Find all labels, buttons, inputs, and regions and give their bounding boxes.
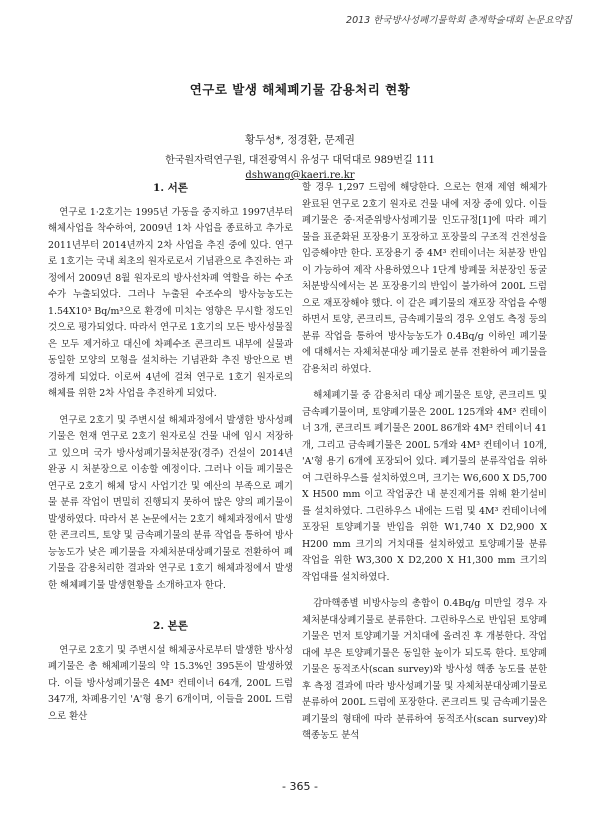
affiliation: 한국원자력연구원, 대전광역시 유성구 대덕대로 989번길 111 bbox=[165, 155, 435, 166]
email-link[interactable]: dshwang@kaeri.re.kr bbox=[245, 170, 355, 181]
title-block bbox=[0, 80, 600, 181]
body-paragraph-2: 할 경우 1,297 드럼에 해당한다. 으로는 현재 제염 해체가 완료된 연구로 2호기 원자로 건물 내에 저장 중에 있다. 이들 폐기물은 중·저준위방사성폐기물 인도규정[1]에 따라 폐기물을 표준화된 포장용기 포장하고 포장물의 구조적 건전성을 입증해야만 한다. 포장용기 중 4M³ 컨테이너는 처분장 반입이 가능하여 제작 사용하였으나 1단계 방폐물 처분장인 동굴처분방식에서는 본 포장용기의 반입이 불가하여 200L 드럼으로 재포장해야 했다. 이 같은 폐기물의 재포장 작업을 수행하면서 토양, 콘크리트, 금속폐기물의 경우 오염도 측정 등의 분류 작업을 통하여 방사능농도가 0.4Bq/g 이하인 폐기물에 대해서는 자체처분대상 폐기물로 분류 전환하여 폐기물을 감용처리 하였다. bbox=[302, 182, 547, 375]
section-heading-body: 2. 본론 bbox=[153, 620, 188, 632]
conference-header-note: 2013 한국방사성폐기물학회 춘계학술대회 논문요약집 bbox=[346, 15, 572, 26]
body-paragraph-3: 해체폐기물 중 감용처리 대상 폐기물은 토양, 콘크리트 및 금속폐기물이며, 토양폐기물은 200L 125개와 4M³ 컨테이너 3개, 콘크리트 폐기물은 200L 86개와 4M³ 컨테이너 41개, 그리고 금속폐기물은 200L 5개와 4M³ 컨테이너 10개, 'A'형 용기 6개에 포장되어 있다. 폐기물의 분류작업을 위하여 그린하우스를 설치하였으며, 크기는 W6,600 X D5,700 X H500 mm 이고 작업공간 내 분진제거를 위해 환기설비를 설치하였다. 그린하우스 내에는 드럼 및 4M³ 컨테이너에 포장된 토양폐기물 반입을 위한 W1,740 X D2,900 X H200 mm 크기의 거치대를 설치하였고 토양폐기물 분류 작업을 위한 W3,300 X D2,200 X H1,300 mm 크기의 작업대를 설치하였다. bbox=[302, 390, 547, 583]
body-paragraph-4: 감마핵종별 비방사능의 총합이 0.4Bq/g 미만일 경우 자체처분대상폐기물로 분류한다. 그린하우스로 반입된 토양폐기물은 먼저 토양폐기물 거치대에 올려진 후 개봉한다. 작업대에 부은 토양폐기물은 동일한 높이가 되도록 한다. 토양폐기물은 동적조사(scan survey)와 방사성 핵종 농도를 분한 후 측정 결과에 따라 방사성폐기물 및 자체처분대상폐기물로 분류하여 200L 드럼에 포장한다. 콘크리트 및 금속폐기물은 폐기물의 형태에 따라 분류하여 동적조사(scan survey)와 핵종농도 분석 bbox=[302, 598, 547, 741]
intro-paragraph-1: 연구로 1·2호기는 1995년 가동을 중지하고 1997년부터 해체사업을 착수하여, 2009년 1차 사업을 종료하고 추가로 2011년부터 2014년까지 2차 사업을 추진 중에 있다. 연구로 1호기는 국내 최초의 원자로로서 기념관으로 추진하는 과정에서 2009년 8월 원자로의 방사선차폐 역할을 하는 수조수가 누출되었다. 그러나 누출된 수조수의 방사능농도는 1.54X10³ Bq/m³으로 환경에 미치는 영향은 무시할 정도인 것으로 평가되었다. 따라서 연구로 1호기의 모든 방사성물질은 모두 제거하고 대신에 차폐수조 콘크리트 내부에 실물과 동일한 모양의 모형을 설치하는 기념관화 추진 방안으로 변경하게 되었다. 이로써 4년에 걸쳐 연구로 1호기 원자로의 해체를 위한 2차 사업을 추진하게 되었다. bbox=[48, 206, 293, 399]
body-paragraph-1: 연구로 2호기 및 주변시설 해체공사로부터 발생한 방사성폐기물은 총 해체폐기물의 약 15.3%인 395톤이 발생하였다. 이들 방사성폐기물은 4M³ 컨테이너 64개, 200L 드럼 347개, 차폐용기인 'A'형 용기 6개이며, 이들을 200L 드럼으로 환산 bbox=[48, 644, 293, 722]
right-column bbox=[302, 180, 547, 745]
authors: 황두성*, 정경환, 문제권 bbox=[245, 134, 355, 146]
page-number: - 365 - bbox=[282, 780, 318, 793]
intro-paragraph-2: 연구로 2호기 및 주변시설 해체과정에서 발생한 방사성폐기물은 현재 연구로 2호기 원자로실 건물 내에 임시 저장하고 있으며 국가 방사성폐기물처분장(경주) 건설이 2014년 완공 시 처분장으로 이송할 예정이다. 그러나 이들 폐기물은 연구로 2호기 해체 당시 사업기간 및 예산의 부족으로 폐기물 분류 작업이 면밀히 진행되지 못하여 많은 양의 폐기물이 발생하였다. 따라서 본 논문에서는 2호기 해체과정에서 발생한 콘크리트, 토양 및 금속폐기물의 분류 작업을 통하여 방사능농도가 낮은 폐기물을 자체처분대상폐기물로 전환하여 폐기물을 감용처리한 결과와 연구로 1호기 해체과정에서 발생한 해체폐기물 발생현황을 소개하고자 한다. bbox=[48, 414, 293, 591]
left-column bbox=[48, 180, 293, 725]
section-heading-intro: 1. 서론 bbox=[153, 182, 188, 194]
paper-title: 연구로 발생 해체폐기물 감용처리 현황 bbox=[189, 82, 411, 97]
